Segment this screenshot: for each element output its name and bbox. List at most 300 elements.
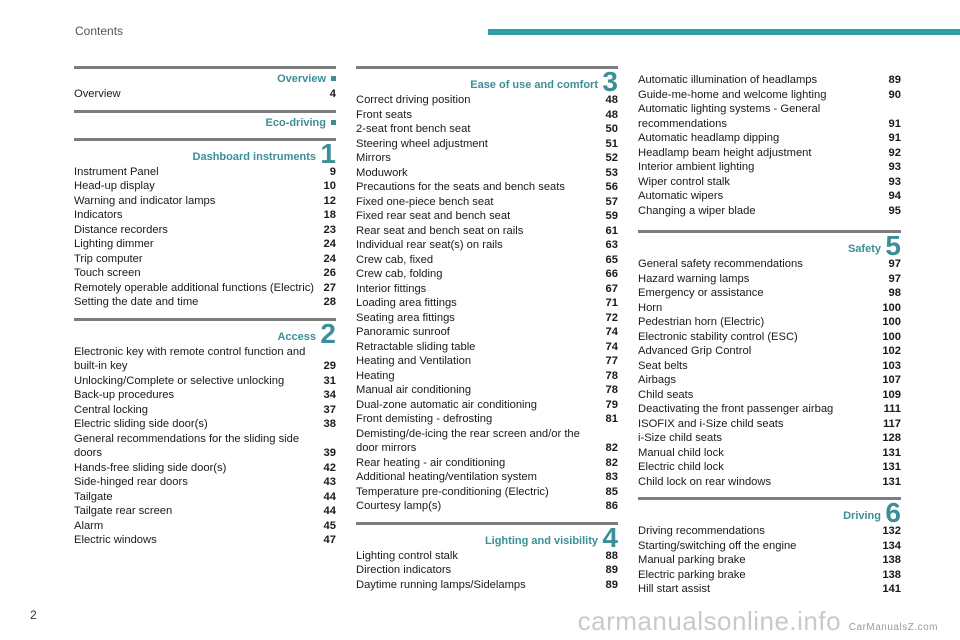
toc-entry-title: Front seats [356,108,412,121]
toc-entry[interactable] [638,146,901,161]
toc-entry-page: 28 [323,296,336,308]
toc-entry-title: Warning and indicator lamps [74,194,216,207]
section-title: Access [277,330,316,343]
toc-entry-title: Automatic lighting systems - General recommendations [638,103,821,130]
toc-entry-title: Electric windows [74,534,157,546]
toc-entry[interactable] [638,431,901,446]
toc-entry-page: 31 [323,374,336,387]
toc-entry-page: 85 [605,485,618,498]
toc-entry-page: 57 [605,195,618,208]
toc-entry-title: Manual parking brake [638,554,746,566]
toc-entry-page: 53 [605,166,618,179]
section-number: 2 [320,317,336,349]
toc-entry-page: 91 [888,117,901,130]
toc-entry[interactable] [74,533,336,548]
toc-entry-page: 56 [605,181,618,193]
toc-entry-title: Hazard warning lamps [638,272,750,285]
toc-entry[interactable] [638,257,901,272]
toc-entry[interactable] [356,563,618,578]
toc-entry[interactable] [356,485,618,500]
toc-entry[interactable] [356,427,618,456]
toc-entry-title: Overview [74,88,121,100]
toc-entry-title: Electronic stability control (ESC) [638,330,798,343]
toc-entry-title: Instrument Panel [74,165,159,178]
toc-entry-page: 131 [882,446,901,459]
toc-entry[interactable] [74,504,336,519]
section-number: 5 [885,230,901,261]
toc-entry-page: 77 [605,355,618,367]
toc-entry[interactable] [638,286,901,301]
toc-entry-page: 141 [882,583,901,595]
toc-entry-page: 66 [605,268,618,280]
toc-entry[interactable] [638,102,901,131]
toc-entry[interactable] [74,87,336,102]
toc-entry-title: Interior ambient lighting [638,161,755,173]
toc-entry[interactable] [356,253,618,268]
toc-entry-page: 83 [605,471,618,483]
toc-entry[interactable] [356,180,618,195]
section-rule [74,138,336,141]
toc-entry[interactable] [74,403,336,418]
toc-entry-page: 65 [605,253,618,266]
section-rule [638,497,901,500]
toc-entry-title: Lighting control stalk [356,549,458,562]
toc-entry-title: Seat belts [638,359,688,372]
toc-entry-title: i-Size child seats [638,432,722,444]
section-title: Safety [847,243,881,255]
toc-entry-title: General safety recommendations [638,258,803,270]
toc-entry-title: Headlamp beam height adjustment [638,146,812,159]
toc-entry-page: 81 [605,413,618,425]
toc-entry-title: Child lock on rear windows [638,475,772,488]
section-title: Eco-driving [265,116,326,129]
toc-entry-page: 39 [323,447,336,459]
toc-entry[interactable] [356,195,618,210]
toc-entry-page: 48 [605,94,618,106]
toc-entry[interactable] [74,266,336,281]
toc-entry-page: 72 [605,311,618,324]
toc-entry[interactable] [638,388,901,403]
watermark-sub: CarManualsZ.com [848,622,938,633]
section-rule [356,66,618,69]
toc-entry-page: 98 [888,287,901,299]
toc-entry-page: 78 [605,369,618,382]
toc-entry-title: Front demisting - defrosting [356,413,493,425]
toc-entry-title: Moduwork [356,166,408,179]
toc-entry-title: Electric child lock [638,461,724,473]
header-accent-bar [488,29,960,35]
toc-entry-page: 138 [882,554,901,566]
toc-entry[interactable] [74,281,336,296]
toc-entry[interactable] [356,108,618,123]
toc-entry-title: Side-hinged rear doors [74,476,188,488]
toc-entry[interactable] [74,252,336,267]
toc-entry-page: 51 [605,137,618,150]
toc-entry[interactable] [356,122,618,137]
section-items [356,93,618,514]
toc-entry-title: Driving recommendations [638,525,765,537]
section-items [638,524,901,597]
toc-entry[interactable] [356,456,618,471]
toc-entry-title: Lighting dimmer [74,238,154,250]
section-title: Ease of use and comfort [470,79,598,91]
toc-entry-page: 44 [323,490,336,503]
toc-entry-title: Precautions for the seats and bench seats [356,181,565,193]
toc-entry[interactable] [638,160,901,175]
square-bullet-icon [331,120,336,125]
toc-entry-title: Electric parking brake [638,568,746,581]
section-items [74,87,336,102]
toc-entry-title: Courtesy lamp(s) [356,500,442,512]
toc-entry-title: Emergency or assistance [638,287,764,299]
toc-entry[interactable] [74,417,336,432]
toc-entry-title: Tailgate rear screen [74,505,173,517]
header-label: Contents [75,24,124,38]
toc-entry[interactable] [638,539,901,554]
toc-entry-title: Demisting/de-icing the rear screen and/or the door mirrors [356,427,580,454]
section-number: 4 [602,521,618,553]
section-safety [638,230,901,489]
toc-entry-title: Individual rear seat(s) on rails [356,239,503,251]
toc-entry[interactable] [74,374,336,389]
toc-entry[interactable] [356,137,618,152]
toc-entry[interactable] [638,373,901,388]
toc-entry-title: Dual-zone automatic air conditioning [356,398,537,411]
toc-entry-page: 89 [888,74,901,86]
toc-entry[interactable] [356,209,618,224]
toc-entry-title: Fixed one-piece bench seat [356,195,494,208]
toc-entry[interactable] [638,524,901,539]
section-lighting-continued [638,73,901,218]
toc-entry-page: 27 [323,281,336,294]
section-overview [74,66,336,102]
toc-entry-page: 24 [323,238,336,250]
toc-entry[interactable] [356,412,618,427]
toc-entry-page: 111 [883,403,901,415]
section-lighting-visibility [356,522,618,593]
toc-entry[interactable] [74,461,336,476]
toc-entry-title: Mirrors [356,152,391,164]
toc-entry-title: General recommendations for the sliding side doors [74,432,300,459]
toc-entry[interactable] [356,282,618,297]
toc-entry[interactable] [74,432,336,461]
toc-entry-page: 88 [605,549,618,562]
toc-entry[interactable] [356,470,618,485]
toc-entry-page: 82 [605,456,618,469]
toc-entry-page: 134 [882,539,901,552]
toc-entry-page: 109 [882,388,901,401]
toc-entry-page: 12 [323,194,336,207]
watermark-main: carmanualsonline.info [577,606,842,636]
toc-entry[interactable] [638,301,901,316]
toc-entry-page: 89 [605,564,618,576]
toc-entry[interactable] [74,179,336,194]
toc-entry[interactable] [356,267,618,282]
toc-entry-page: 100 [882,301,901,314]
section-eco-driving [74,110,336,130]
toc-entry-title: Horn [638,301,663,314]
toc-entry-title: Guide-me-home and welcome lighting [638,88,827,101]
section-rule [74,66,336,69]
toc-entry-title: Additional heating/ventilation system [356,471,537,483]
toc-entry-page: 90 [888,88,901,101]
toc-entry-page: 97 [888,258,901,270]
toc-entry-title: Seating area fittings [356,311,455,324]
toc-entry-title: Direction indicators [356,564,452,576]
toc-entry[interactable] [638,582,901,597]
toc-entry-page: 92 [888,146,901,159]
toc-entry[interactable] [638,359,901,374]
toc-entry-title: Rear seat and bench seat on rails [356,224,524,237]
toc-entry[interactable] [356,499,618,514]
toc-entry-title: Touch screen [74,267,141,279]
toc-entry-page: 24 [323,252,336,265]
toc-entry-title: Automatic illumination of headlamps [638,74,818,86]
section-rule [74,110,336,113]
toc-entry-page: 63 [605,239,618,251]
toc-entry[interactable] [638,402,901,417]
section-ease-of-use [356,66,618,514]
section-items [74,165,336,310]
toc-entry-title: Alarm [74,519,104,532]
toc-entry-page: 132 [882,525,901,537]
section-items [356,549,618,593]
section-items [74,345,336,548]
toc-entry-title: Manual child lock [638,446,724,459]
toc-entry-page: 74 [605,340,618,353]
toc-entry[interactable] [356,93,618,108]
toc-entry-page: 78 [605,384,618,396]
toc-entry-page: 18 [323,209,336,221]
watermark [578,606,938,637]
page-number: 2 [30,608,37,622]
toc-entry-page: 102 [882,345,901,357]
toc-entry-page: 91 [888,132,901,144]
toc-entry-page: 71 [605,297,618,309]
toc-entry-title: Back-up procedures [74,389,175,401]
section-rule [356,522,618,525]
toc-entry-page: 48 [605,108,618,121]
toc-entry-page: 37 [323,403,336,416]
toc-entry-title: Crew cab, fixed [356,253,434,266]
toc-entry-title: Changing a wiper blade [638,204,756,217]
toc-entry[interactable] [638,315,901,330]
toc-entry-title: Hill start assist [638,583,711,595]
toc-entry-page: 79 [605,398,618,411]
toc-column-1 [74,66,336,556]
toc-entry-page: 93 [888,175,901,188]
section-dashboard-instruments [74,138,336,310]
toc-entry-title: Loading area fittings [356,297,457,309]
toc-entry-title: Hands-free sliding side door(s) [74,461,227,474]
section-title: Lighting and visibility [484,534,598,547]
toc-entry-title: Temperature pre-conditioning (Electric) [356,485,549,498]
toc-entry-title: Wiper control stalk [638,175,731,188]
toc-entry[interactable] [74,165,336,180]
toc-entry-title: Heating and Ventilation [356,355,472,367]
toc-entry[interactable] [74,237,336,252]
toc-column-2 [356,66,618,600]
toc-entry-page: 50 [605,123,618,135]
toc-entry-title: Airbags [638,374,676,386]
toc-entry[interactable] [356,398,618,413]
toc-entry-page: 128 [882,432,901,444]
toc-entry[interactable] [74,475,336,490]
toc-entry[interactable] [356,383,618,398]
toc-entry-title: Automatic headlamp dipping [638,132,780,144]
toc-entry[interactable] [356,369,618,384]
toc-entry[interactable] [356,224,618,239]
toc-entry-title: Child seats [638,388,694,401]
toc-entry-title: Pedestrian horn (Electric) [638,316,765,328]
toc-entry-title: Deactivating the front passenger airbag [638,403,834,415]
toc-entry[interactable] [356,325,618,340]
toc-entry-page: 4 [329,88,336,100]
toc-entry-title: Indicators [74,209,123,221]
toc-entry-page: 100 [882,316,901,328]
toc-entry[interactable] [638,189,901,204]
toc-entry[interactable] [638,344,901,359]
toc-entry-page: 138 [882,568,901,581]
toc-entry-page: 95 [888,204,901,217]
toc-entry[interactable] [356,166,618,181]
section-items [638,73,901,218]
toc-entry-page: 61 [605,224,618,237]
toc-column-3 [638,66,901,605]
toc-entry-page: 86 [605,500,618,512]
toc-entry[interactable] [356,340,618,355]
section-title: Driving [843,510,881,522]
toc-entry[interactable] [638,175,901,190]
toc-entry-title: Electronic key with remote control function and built-in key [74,345,306,372]
toc-entry[interactable] [74,345,336,374]
toc-entry-page: 26 [323,267,336,279]
toc-entry-page: 131 [882,461,901,473]
toc-entry[interactable] [356,354,618,369]
toc-entry[interactable] [638,460,901,475]
toc-entry-title: Remotely operable additional functions (Electric) [74,281,315,294]
toc-entry-title: 2-seat front bench seat [356,123,471,135]
section-number: 3 [602,66,618,97]
toc-entry-title: Central locking [74,403,148,416]
toc-entry[interactable] [74,208,336,223]
toc-entry[interactable] [638,73,901,88]
toc-entry-page: 103 [882,359,901,372]
toc-entry-title: Interior fittings [356,282,427,295]
toc-entry-title: Unlocking/Complete or selective unlocking [74,374,285,387]
toc-entry[interactable] [356,311,618,326]
toc-entry-page: 93 [888,161,901,173]
toc-entry-page: 59 [605,210,618,222]
toc-entry[interactable] [638,272,901,287]
toc-entry-page: 38 [323,418,336,430]
toc-entry[interactable] [74,194,336,209]
section-number: 6 [885,497,901,528]
toc-entry[interactable] [638,131,901,146]
toc-entry-page: 67 [605,282,618,295]
toc-entry-title: Rear heating - air conditioning [356,456,506,469]
toc-entry-page: 10 [323,180,336,192]
toc-entry-page: 23 [323,223,336,236]
toc-entry[interactable] [356,578,618,593]
toc-entry[interactable] [638,204,901,219]
toc-entry[interactable] [638,330,901,345]
toc-entry-page: 44 [323,505,336,517]
section-access [74,318,336,548]
toc-entry[interactable] [74,223,336,238]
toc-entry-title: Automatic wipers [638,190,724,202]
toc-entry-title: Trip computer [74,252,143,265]
toc-entry-page: 29 [323,360,336,372]
toc-entry-title: Panoramic sunroof [356,326,450,338]
toc-entry-title: Advanced Grip Control [638,345,752,357]
toc-entry[interactable] [638,568,901,583]
section-number: 1 [320,137,336,169]
toc-entry[interactable] [638,417,901,432]
toc-entry-page: 47 [323,534,336,546]
toc-entry-page: 43 [323,476,336,488]
toc-entry[interactable] [638,88,901,103]
toc-entry[interactable] [74,388,336,403]
toc-entry[interactable] [638,553,901,568]
toc-entry[interactable] [74,490,336,505]
toc-entry-title: Steering wheel adjustment [356,137,488,150]
section-driving [638,497,901,597]
square-bullet-icon [331,76,336,81]
toc-entry-title: Setting the date and time [74,296,199,308]
toc-entry[interactable] [638,446,901,461]
toc-entry-title: Correct driving position [356,94,471,106]
toc-entry-page: 94 [888,190,901,202]
toc-entry-page: 34 [323,389,336,401]
toc-entry-title: Starting/switching off the engine [638,539,797,552]
section-title: Overview [277,73,326,85]
toc-entry-page: 42 [323,461,336,474]
toc-entry[interactable] [638,475,901,490]
section-rule [74,318,336,321]
toc-entry[interactable] [356,238,618,253]
toc-entry-page: 107 [882,374,901,386]
toc-entry[interactable] [74,519,336,534]
toc-entry-page: 117 [882,417,901,430]
toc-entry-title: Daytime running lamps/Sidelamps [356,578,526,591]
toc-entry-page: 131 [882,475,901,488]
toc-entry-page: 100 [882,330,901,343]
toc-entry-title: Crew cab, folding [356,268,443,280]
section-title: Dashboard instruments [192,150,316,163]
toc-entry-title: Tailgate [74,490,113,503]
section-items [638,257,901,489]
toc-entry-page: 52 [605,152,618,164]
toc-entry-title: Retractable sliding table [356,340,476,353]
toc-entry[interactable] [74,295,336,310]
toc-entry-title: Head-up display [74,180,155,192]
toc-entry-title: Heating [356,369,395,382]
toc-entry-page: 45 [323,519,336,532]
toc-entry-page: 9 [329,165,336,178]
toc-entry-title: Distance recorders [74,223,168,236]
toc-entry-page: 74 [605,326,618,338]
toc-entry-title: Electric sliding side door(s) [74,418,208,430]
toc-entry[interactable] [356,151,618,166]
toc-entry-page: 82 [605,442,618,454]
toc-entry[interactable] [356,296,618,311]
toc-entry-page: 97 [888,272,901,285]
toc-entry-title: Fixed rear seat and bench seat [356,210,511,222]
toc-entry[interactable] [356,549,618,564]
section-rule [638,230,901,233]
toc-entry-title: ISOFIX and i-Size child seats [638,417,784,430]
